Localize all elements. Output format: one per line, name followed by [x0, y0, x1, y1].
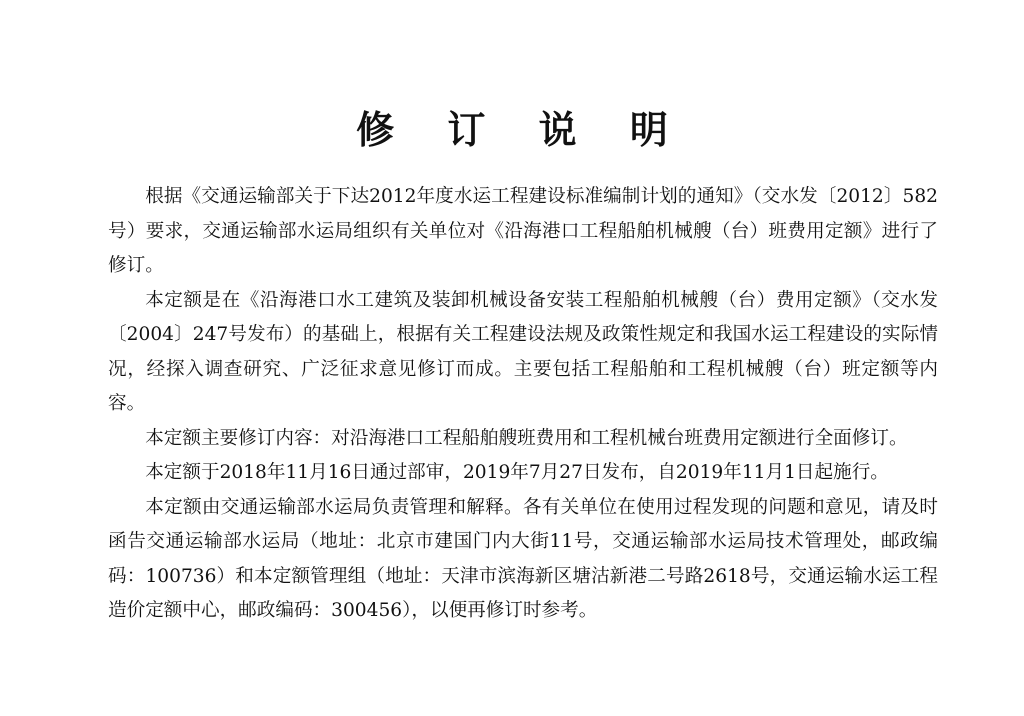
paragraph-management: 本定额由交通运输部水运局负责管理和解释。各有关单位在使用过程发现的问题和意见，请及时函告交通运输部水运局（地址：北京市建国门内大街11号，交通运输部水运局技术管理处，邮政编码：100736）和本定额管理组（地址：天津市滨海新区塘沽新港二号路2618号，交通运输水运工程造价定额中心，邮政编码：300456），以便再修订时参考。 — [108, 496, 938, 621]
page-title: 修 订 说 明 — [356, 107, 688, 152]
paragraph-foundation: 本定额是在《沿海港口水工建筑及装卸机械设备安装工程船舶机械艘（台）费用定额》（交水发〔2004〕247号发布）的基础上，根据有关工程建设法规及政策性规定和我国水运工程建设的实际情况，经探入调查研究、广泛征求意见修订而成。主要包括工程船舶和工程机械艘（台）班定额等内容。 — [108, 289, 938, 414]
paragraph-dates: 本定额于2018年11月16日通过部审，2019年7月27日发布，自2019年11月1日起施行。 — [145, 462, 889, 483]
document-body — [108, 180, 938, 629]
paragraph-revision-content: 本定额主要修订内容：对沿海港口工程船舶艘班费用和工程机械台班费用定额进行全面修订。 — [145, 427, 908, 449]
paragraph-basis: 根据《交通运输部关于下达2012年度水运工程建设标准编制计划的通知》（交水发〔2012〕582号）要求，交通运输部水运局组织有关单位对《沿海港口工程船舶机械艘（台）班费用定额》进行了修订。 — [108, 186, 938, 276]
